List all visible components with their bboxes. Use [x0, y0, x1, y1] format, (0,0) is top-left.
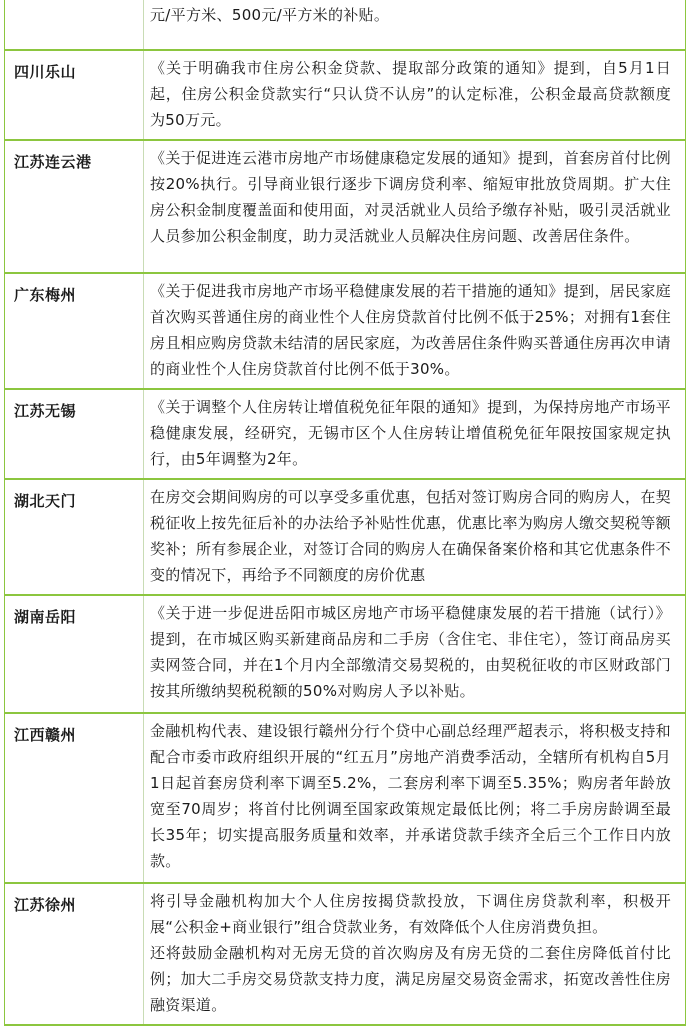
city-name: 湖南岳阳	[14, 608, 77, 626]
policy-text: 《关于调整个人住房转让增值税免征年限的通知》提到，为保持房地产市场平稳健康发展，经研究，无锡市区个人住房转让增值税免征年限按国家规定执行，由5年调整为2年。	[150, 398, 671, 468]
city-cell	[5, 713, 144, 883]
policy-table	[4, 0, 686, 1026]
policy-paragraph: 将引导金融机构加大个人住房按揭贷款投放，下调住房贷款利率，积极开展“公积金+商业银行”组合贷款业务，有效降低个人住房消费负担。	[150, 892, 671, 936]
policy-cell	[144, 50, 686, 140]
policy-text: 《关于促进连云港市房地产市场健康稳定发展的通知》提到，首套房首付比例按20%执行。引导商业银行逐步下调房贷利率、缩短审批放贷周期。扩大住房公积金制度覆盖面和使用面，对灵活就业人员给予缴存补贴，吸引灵活就业人员参加公积金制度，助力灵活就业人员解决住房问题、改善居住条件。	[150, 149, 671, 245]
city-name: 广东梅州	[14, 286, 77, 304]
policy-text: 《关于进一步促进岳阳市城区房地产市场平稳健康发展的若干措施（试行）》提到，在市城区购买新建商品房和二手房（含住宅、非住宅），签订商品房买卖网签合同，并在1个月内全部缴清交易契税的，由契税征收的市区财政部门按其所缴纳契税税额的50%对购房人予以补贴。	[150, 604, 671, 700]
policy-text: 金融机构代表、建设银行赣州分行个贷中心副总经理严超表示，将积极支持和配合市委市政府组织开展的“红五月”房地产消费季活动，全辖所有机构自5月1日起首套房贷利率下调至5.2%，二套房利率下调至5.35%；购房者年龄放宽至70周岁；将首付比例调至国家政策规定最低比例；将二手房房龄调至最长35年；切实提高服务质量和效率，并承诺贷款手续齐全后三个工作日内放款。	[150, 722, 671, 870]
city-name	[5, 0, 143, 5]
policy-cell	[144, 0, 686, 50]
city-cell	[5, 140, 144, 273]
city-name: 江苏连云港	[14, 153, 92, 171]
city-cell	[5, 883, 144, 1025]
policy-text: 《关于促进我市房地产市场平稳健康发展的若干措施的通知》提到，居民家庭首次购买普通住房的商业性个人住房贷款首付比例不低于25%；对拥有1套住房且相应购房贷款未结清的居民家庭，为改善居住条件购买普通住房再次申请的商业性个人住房贷款首付比例不低于30%。	[150, 282, 671, 378]
table-row	[5, 883, 686, 1025]
policy-cell	[144, 389, 686, 479]
city-name: 四川乐山	[14, 63, 77, 81]
city-cell	[5, 389, 144, 479]
table-row	[5, 0, 686, 50]
table-row	[5, 50, 686, 140]
city-name: 江苏徐州	[14, 896, 77, 914]
city-name: 江苏无锡	[14, 402, 77, 420]
policy-cell	[144, 140, 686, 273]
table-row	[5, 479, 686, 595]
policy-cell	[144, 713, 686, 883]
city-cell	[5, 0, 144, 50]
table-row	[5, 140, 686, 273]
policy-text: 元/平方米、500元/平方米的补贴。	[150, 6, 390, 24]
city-cell	[5, 479, 144, 595]
policy-cell	[144, 595, 686, 713]
table-row	[5, 595, 686, 713]
policy-paragraph: 还将鼓励金融机构对无房无贷的首次购房及有房无贷的二套住房降低首付比例；加大二手房交易贷款支持力度，满足房屋交易资金需求，拓宽改善性住房融资渠道。	[150, 944, 671, 1014]
policy-cell	[144, 479, 686, 595]
city-cell	[5, 595, 144, 713]
policy-text: 《关于明确我市住房公积金贷款、提取部分政策的通知》提到，自5月1日起，住房公积金贷款实行“只认贷不认房”的认定标准，公积金最高贷款额度为50万元。	[150, 59, 671, 129]
policy-text: 在房交会期间购房的可以享受多重优惠，包括对签订购房合同的购房人，在契税征收上按先征后补的办法给予补贴性优惠，优惠比率为购房人缴交契税等额奖补；所有参展企业，对签订合同的购房人在确保备案价格和其它优惠条件不变的情况下，再给予不同额度的房价优惠	[150, 488, 671, 584]
table-row	[5, 713, 686, 883]
policy-cell	[144, 273, 686, 389]
city-cell	[5, 50, 144, 140]
city-name: 湖北天门	[14, 492, 77, 510]
table-row	[5, 389, 686, 479]
policy-text	[144, 884, 685, 1024]
city-name: 江西赣州	[14, 726, 77, 744]
city-cell	[5, 273, 144, 389]
policy-cell	[144, 883, 686, 1025]
table-row	[5, 273, 686, 389]
